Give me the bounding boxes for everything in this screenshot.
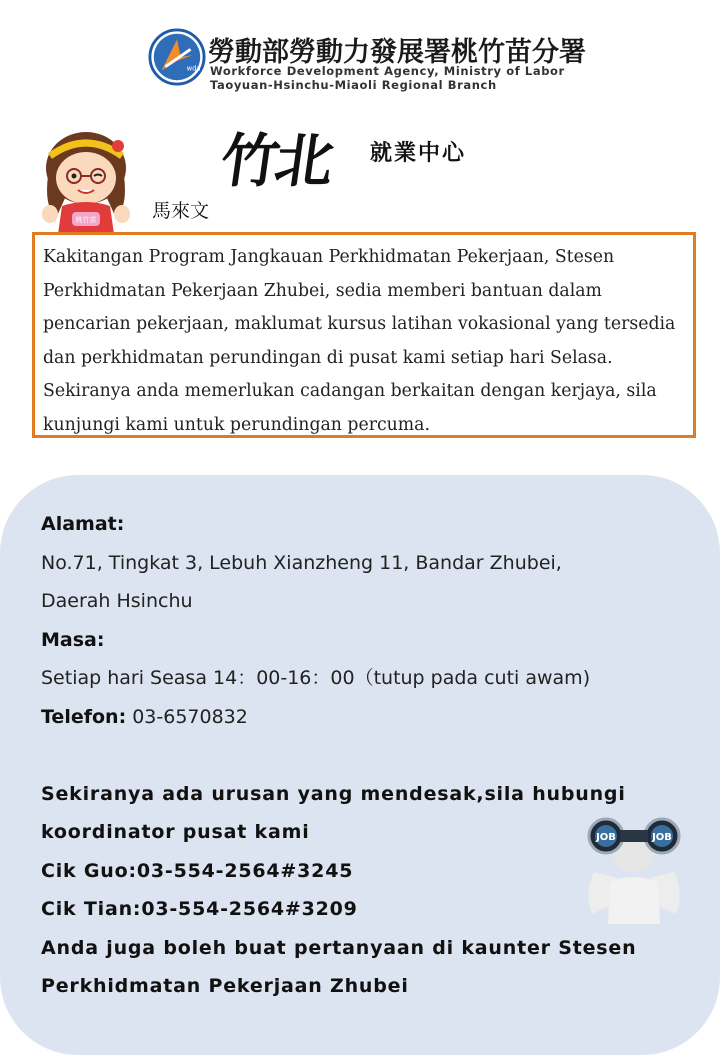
address-label: Alamat: xyxy=(41,513,125,535)
intro-box xyxy=(32,232,696,438)
agency-name-en: Workforce Development Agency, Ministry of Labor xyxy=(210,64,565,78)
address-line-2: Daerah Hsinchu xyxy=(41,590,193,612)
agency-name-zh: 勞動部勞動力發展署桃竹苗分署 xyxy=(208,37,586,68)
info-content xyxy=(41,505,691,1006)
job-binoculars-icon xyxy=(574,812,694,924)
branch-name-en: Taoyuan-Hsinchu-Miaoli Regional Branch xyxy=(210,78,497,92)
center-brush-title: 竹北 xyxy=(216,127,335,195)
address-line-1: No.71, Tingkat 3, Lebuh Xianzheng 11, Bandar Zhubei, xyxy=(41,551,562,574)
girl-mascot-icon xyxy=(36,126,136,234)
contact-guo: Cik Guo:03-554-2564#3245 xyxy=(41,859,354,882)
spacer xyxy=(41,736,691,775)
binocular-label-left: JOB xyxy=(596,832,616,843)
svg-text:桃竹苗: 桃竹苗 xyxy=(75,216,97,224)
intro-text: Kakitangan Program Jangkauan Perkhidmatan Pekerjaan, Stesen Perkhidmatan Pekerjaan Zhubei, sedia memberi bantuan dalam pencarian pekerjaan, maklumat kursus latihan vokasional yang tersedia dan perkhidmatan perundingan di pusat kami setiap hari Selasa. Sekiranya anda memerlukan cadangan berkaitan dengan kerjaya, sila kunjungi kami untuk perundingan percuma. xyxy=(43,247,676,435)
wda-logo-icon xyxy=(148,28,206,86)
mascot-name: 馬來文 xyxy=(152,200,210,222)
center-subtitle: 就業中心 xyxy=(370,141,467,166)
time-value: Setiap hari Seasa 14：00-16：00（tutup pada cuti awam) xyxy=(41,667,591,689)
binocular-label-right: JOB xyxy=(652,832,672,843)
urgent-line-1: Sekiranya ada urusan yang mendesak,sila hubungi xyxy=(41,782,626,805)
urgent-line-2: koordinator pusat kami xyxy=(41,821,310,843)
phone-value: 03-6570832 xyxy=(126,705,248,728)
counter-line-2: Perkhidmatan Pekerjaan Zhubei xyxy=(41,975,409,997)
counter-line-1: Anda juga boleh buat pertanyaan di kaunter Stesen xyxy=(41,936,637,959)
time-label: Masa: xyxy=(41,628,105,651)
contact-tian: Cik Tian:03-554-2564#3209 xyxy=(41,898,358,920)
agency-header xyxy=(144,24,594,96)
svg-text:wda: wda xyxy=(186,64,201,73)
phone-label: Telefon: xyxy=(41,705,127,728)
